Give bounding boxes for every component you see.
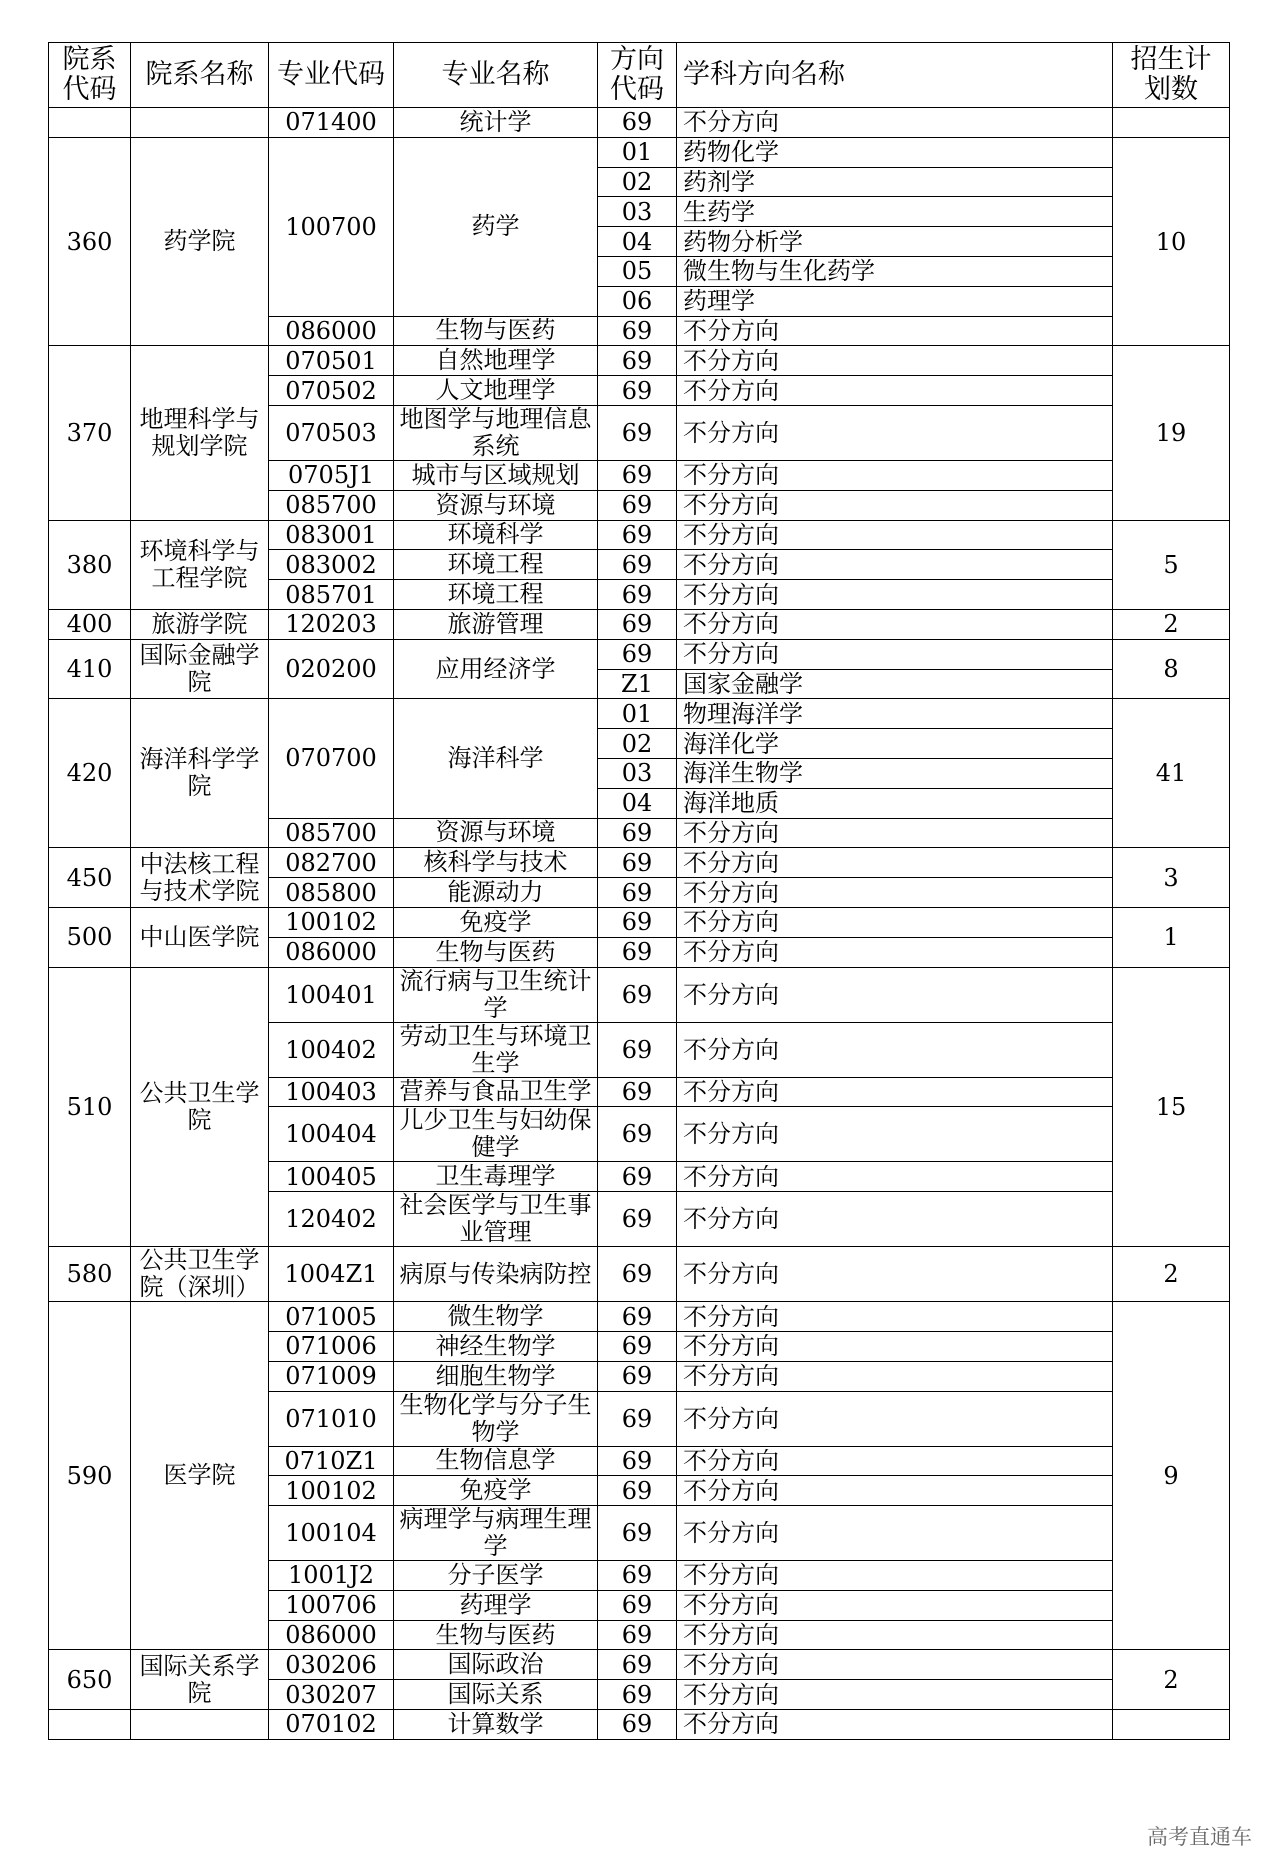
direction-code-cell: 04 <box>598 227 677 257</box>
dept-code-cell: 590 <box>49 1302 131 1650</box>
direction-code-cell: 69 <box>598 1650 677 1680</box>
direction-code-cell: 03 <box>598 758 677 788</box>
direction-name-cell: 不分方向 <box>677 609 1113 639</box>
major-code-cell: 070700 <box>269 699 394 818</box>
direction-name-cell: 不分方向 <box>677 1391 1113 1446</box>
major-name-cell: 病原与传染病防控 <box>394 1247 598 1302</box>
direction-name-cell: 不分方向 <box>677 490 1113 520</box>
major-name-cell: 免疫学 <box>394 1476 598 1506</box>
plan-count-cell: 19 <box>1113 346 1230 520</box>
major-code-cell: 100405 <box>269 1162 394 1192</box>
dept-code-cell: 580 <box>49 1247 131 1302</box>
plan-count-cell: 2 <box>1113 609 1230 639</box>
direction-code-cell: 69 <box>598 1620 677 1650</box>
major-name-cell: 国际关系 <box>394 1680 598 1710</box>
major-name-cell: 微生物学 <box>394 1302 598 1332</box>
direction-code-cell: Z1 <box>598 669 677 699</box>
dept-name-cell: 海洋科学学院 <box>131 699 269 848</box>
major-name-cell: 免疫学 <box>394 907 598 937</box>
direction-code-cell: 69 <box>598 609 677 639</box>
major-code-cell: 086000 <box>269 937 394 967</box>
enrollment-table <box>48 42 1230 1740</box>
direction-code-cell: 69 <box>598 580 677 610</box>
direction-name-cell: 不分方向 <box>677 346 1113 376</box>
direction-name-cell: 不分方向 <box>677 937 1113 967</box>
plan-count-cell: 3 <box>1113 848 1230 908</box>
major-name-cell: 流行病与卫生统计学 <box>394 967 598 1022</box>
major-name-cell: 核科学与技术 <box>394 848 598 878</box>
major-code-cell: 120402 <box>269 1192 394 1247</box>
major-name-cell: 环境工程 <box>394 580 598 610</box>
table-row <box>49 699 1230 729</box>
major-code-cell: 070501 <box>269 346 394 376</box>
major-name-cell: 生物与医药 <box>394 316 598 346</box>
plan-count-cell: 15 <box>1113 967 1230 1247</box>
direction-name-cell: 不分方向 <box>677 967 1113 1022</box>
direction-name-cell: 不分方向 <box>677 1022 1113 1077</box>
plan-count-cell <box>1113 108 1230 138</box>
direction-code-cell: 69 <box>598 1331 677 1361</box>
direction-name-cell: 国家金融学 <box>677 669 1113 699</box>
direction-code-cell: 69 <box>598 316 677 346</box>
table-row <box>49 520 1230 550</box>
table-row <box>49 1247 1230 1302</box>
major-name-cell: 人文地理学 <box>394 376 598 406</box>
direction-name-cell: 不分方向 <box>677 639 1113 669</box>
direction-name-cell: 不分方向 <box>677 1446 1113 1476</box>
major-name-cell: 环境科学 <box>394 520 598 550</box>
table-row <box>49 967 1230 1022</box>
dept-code-cell <box>49 108 131 138</box>
major-name-cell: 细胞生物学 <box>394 1361 598 1391</box>
header-dept-name: 院系名称 <box>131 43 269 108</box>
major-code-cell: 083002 <box>269 550 394 580</box>
dept-name-cell: 公共卫生学院（深圳） <box>131 1247 269 1302</box>
major-name-cell: 资源与环境 <box>394 818 598 848</box>
direction-name-cell: 不分方向 <box>677 460 1113 490</box>
dept-code-cell: 370 <box>49 346 131 520</box>
enrollment-table-container <box>48 42 1229 1740</box>
direction-name-cell: 不分方向 <box>677 1077 1113 1107</box>
watermark-text: 高考直通车 <box>1147 1825 1252 1849</box>
direction-code-cell: 03 <box>598 197 677 227</box>
direction-code-cell: 69 <box>598 907 677 937</box>
major-name-cell: 城市与区域规划 <box>394 460 598 490</box>
dept-name-cell: 旅游学院 <box>131 609 269 639</box>
dept-name-cell <box>131 1710 269 1740</box>
direction-code-cell: 69 <box>598 1247 677 1302</box>
major-name-cell: 应用经济学 <box>394 639 598 699</box>
table-row <box>49 639 1230 669</box>
dept-code-cell: 500 <box>49 907 131 967</box>
direction-name-cell: 不分方向 <box>677 1162 1113 1192</box>
direction-code-cell: 69 <box>598 878 677 908</box>
dept-name-cell: 公共卫生学院 <box>131 967 269 1247</box>
direction-name-cell: 海洋化学 <box>677 729 1113 759</box>
direction-code-cell: 02 <box>598 167 677 197</box>
direction-name-cell: 海洋地质 <box>677 788 1113 818</box>
header-row <box>49 43 1230 108</box>
major-code-cell: 1004Z1 <box>269 1247 394 1302</box>
direction-code-cell: 69 <box>598 1302 677 1332</box>
major-name-cell: 神经生物学 <box>394 1331 598 1361</box>
dept-name-cell: 中山医学院 <box>131 907 269 967</box>
direction-name-cell: 物理海洋学 <box>677 699 1113 729</box>
dept-name-cell: 环境科学与工程学院 <box>131 520 269 609</box>
direction-code-cell: 69 <box>598 1391 677 1446</box>
dept-code-cell: 420 <box>49 699 131 848</box>
direction-name-cell: 药剂学 <box>677 167 1113 197</box>
direction-code-cell: 69 <box>598 1506 677 1561</box>
major-code-cell: 071010 <box>269 1391 394 1446</box>
plan-count-cell: 41 <box>1113 699 1230 848</box>
table-row <box>49 609 1230 639</box>
direction-name-cell: 不分方向 <box>677 550 1113 580</box>
direction-code-cell: 69 <box>598 405 677 460</box>
direction-name-cell: 药物分析学 <box>677 227 1113 257</box>
direction-code-cell: 69 <box>598 1476 677 1506</box>
major-name-cell: 卫生毒理学 <box>394 1162 598 1192</box>
direction-name-cell: 不分方向 <box>677 1561 1113 1591</box>
direction-name-cell: 药理学 <box>677 286 1113 316</box>
dept-code-cell: 450 <box>49 848 131 908</box>
table-row <box>49 1710 1230 1740</box>
direction-code-cell: 69 <box>598 967 677 1022</box>
major-name-cell: 国际政治 <box>394 1650 598 1680</box>
major-name-cell: 能源动力 <box>394 878 598 908</box>
direction-code-cell: 69 <box>598 848 677 878</box>
major-code-cell: 085701 <box>269 580 394 610</box>
direction-name-cell: 不分方向 <box>677 376 1113 406</box>
major-code-cell: 100102 <box>269 1476 394 1506</box>
major-code-cell: 086000 <box>269 1620 394 1650</box>
plan-count-cell: 5 <box>1113 520 1230 609</box>
table-row <box>49 907 1230 937</box>
major-code-cell: 070503 <box>269 405 394 460</box>
direction-code-cell: 69 <box>598 520 677 550</box>
dept-code-cell: 360 <box>49 137 131 346</box>
major-code-cell: 100102 <box>269 907 394 937</box>
direction-code-cell: 69 <box>598 376 677 406</box>
direction-code-cell: 01 <box>598 137 677 167</box>
dept-name-cell: 地理科学与规划学院 <box>131 346 269 520</box>
direction-name-cell: 不分方向 <box>677 818 1113 848</box>
direction-name-cell: 不分方向 <box>677 1680 1113 1710</box>
direction-name-cell: 海洋生物学 <box>677 758 1113 788</box>
major-code-cell: 120203 <box>269 609 394 639</box>
major-code-cell: 071400 <box>269 108 394 138</box>
major-name-cell: 生物与医药 <box>394 1620 598 1650</box>
direction-code-cell: 02 <box>598 729 677 759</box>
direction-code-cell: 69 <box>598 818 677 848</box>
direction-name-cell: 不分方向 <box>677 520 1113 550</box>
dept-code-cell: 410 <box>49 639 131 699</box>
direction-name-cell: 不分方向 <box>677 1192 1113 1247</box>
plan-count-cell: 1 <box>1113 907 1230 967</box>
direction-name-cell: 不分方向 <box>677 1590 1113 1620</box>
direction-code-cell: 05 <box>598 256 677 286</box>
direction-name-cell: 不分方向 <box>677 1247 1113 1302</box>
major-name-cell: 社会医学与卫生事业管理 <box>394 1192 598 1247</box>
direction-code-cell: 69 <box>598 1162 677 1192</box>
direction-name-cell: 不分方向 <box>677 1506 1113 1561</box>
major-code-cell: 100403 <box>269 1077 394 1107</box>
direction-name-cell: 微生物与生化药学 <box>677 256 1113 286</box>
direction-name-cell: 不分方向 <box>677 878 1113 908</box>
major-code-cell: 083001 <box>269 520 394 550</box>
major-name-cell: 计算数学 <box>394 1710 598 1740</box>
major-code-cell: 020200 <box>269 639 394 699</box>
direction-code-cell: 69 <box>598 490 677 520</box>
table-row <box>49 137 1230 167</box>
major-name-cell: 病理学与病理生理学 <box>394 1506 598 1561</box>
major-code-cell: 100401 <box>269 967 394 1022</box>
direction-name-cell: 药物化学 <box>677 137 1113 167</box>
major-code-cell: 070102 <box>269 1710 394 1740</box>
major-code-cell: 100404 <box>269 1107 394 1162</box>
plan-count-cell <box>1113 1710 1230 1740</box>
direction-code-cell: 69 <box>598 1022 677 1077</box>
table-row <box>49 1302 1230 1332</box>
major-name-cell: 药理学 <box>394 1590 598 1620</box>
direction-name-cell: 生药学 <box>677 197 1113 227</box>
direction-code-cell: 69 <box>598 1710 677 1740</box>
header-direction-code: 方向代码 <box>598 43 677 108</box>
table-body <box>49 108 1230 1740</box>
dept-code-cell: 650 <box>49 1650 131 1710</box>
major-code-cell: 071009 <box>269 1361 394 1391</box>
direction-name-cell: 不分方向 <box>677 1476 1113 1506</box>
direction-code-cell: 69 <box>598 346 677 376</box>
dept-code-cell: 400 <box>49 609 131 639</box>
major-name-cell: 药学 <box>394 137 598 316</box>
major-name-cell: 生物信息学 <box>394 1446 598 1476</box>
direction-code-cell: 69 <box>598 1192 677 1247</box>
major-code-cell: 0705J1 <box>269 460 394 490</box>
direction-name-cell: 不分方向 <box>677 907 1113 937</box>
major-name-cell: 分子医学 <box>394 1561 598 1591</box>
major-code-cell: 082700 <box>269 848 394 878</box>
major-name-cell: 生物化学与分子生物学 <box>394 1391 598 1446</box>
dept-name-cell: 国际关系学院 <box>131 1650 269 1710</box>
dept-code-cell <box>49 1710 131 1740</box>
direction-code-cell: 06 <box>598 286 677 316</box>
direction-code-cell: 04 <box>598 788 677 818</box>
header-major-code: 专业代码 <box>269 43 394 108</box>
direction-name-cell: 不分方向 <box>677 1650 1113 1680</box>
direction-name-cell: 不分方向 <box>677 1107 1113 1162</box>
table-row <box>49 1650 1230 1680</box>
direction-name-cell: 不分方向 <box>677 1620 1113 1650</box>
major-name-cell: 资源与环境 <box>394 490 598 520</box>
major-name-cell: 生物与医药 <box>394 937 598 967</box>
major-code-cell: 085700 <box>269 490 394 520</box>
direction-name-cell: 不分方向 <box>677 108 1113 138</box>
direction-name-cell: 不分方向 <box>677 316 1113 346</box>
direction-name-cell: 不分方向 <box>677 1302 1113 1332</box>
plan-count-cell: 8 <box>1113 639 1230 699</box>
dept-name-cell: 国际金融学院 <box>131 639 269 699</box>
major-code-cell: 100104 <box>269 1506 394 1561</box>
dept-code-cell: 380 <box>49 520 131 609</box>
major-name-cell: 海洋科学 <box>394 699 598 818</box>
direction-name-cell: 不分方向 <box>677 1710 1113 1740</box>
header-major-name: 专业名称 <box>394 43 598 108</box>
major-code-cell: 086000 <box>269 316 394 346</box>
major-code-cell: 100402 <box>269 1022 394 1077</box>
major-code-cell: 100706 <box>269 1590 394 1620</box>
major-code-cell: 0710Z1 <box>269 1446 394 1476</box>
major-code-cell: 1001J2 <box>269 1561 394 1591</box>
table-row <box>49 346 1230 376</box>
dept-code-cell: 510 <box>49 967 131 1247</box>
major-name-cell: 儿少卫生与妇幼保健学 <box>394 1107 598 1162</box>
major-code-cell: 030206 <box>269 1650 394 1680</box>
direction-name-cell: 不分方向 <box>677 580 1113 610</box>
direction-code-cell: 69 <box>598 1590 677 1620</box>
major-code-cell: 100700 <box>269 137 394 316</box>
direction-name-cell: 不分方向 <box>677 1331 1113 1361</box>
major-name-cell: 地图学与地理信息系统 <box>394 405 598 460</box>
direction-code-cell: 69 <box>598 1561 677 1591</box>
direction-name-cell: 不分方向 <box>677 848 1113 878</box>
direction-code-cell: 69 <box>598 937 677 967</box>
major-code-cell: 085700 <box>269 818 394 848</box>
major-code-cell: 030207 <box>269 1680 394 1710</box>
table-row <box>49 848 1230 878</box>
major-code-cell: 071005 <box>269 1302 394 1332</box>
major-name-cell: 营养与食品卫生学 <box>394 1077 598 1107</box>
major-name-cell: 统计学 <box>394 108 598 138</box>
plan-count-cell: 2 <box>1113 1650 1230 1710</box>
major-name-cell: 劳动卫生与环境卫生学 <box>394 1022 598 1077</box>
dept-name-cell: 药学院 <box>131 137 269 346</box>
header-dept-code: 院系代码 <box>49 43 131 108</box>
direction-name-cell: 不分方向 <box>677 1361 1113 1391</box>
major-name-cell: 环境工程 <box>394 550 598 580</box>
direction-code-cell: 69 <box>598 1446 677 1476</box>
direction-code-cell: 01 <box>598 699 677 729</box>
header-direction-name: 学科方向名称 <box>677 43 1113 108</box>
plan-count-cell: 2 <box>1113 1247 1230 1302</box>
direction-code-cell: 69 <box>598 1107 677 1162</box>
major-code-cell: 071006 <box>269 1331 394 1361</box>
major-name-cell: 旅游管理 <box>394 609 598 639</box>
major-code-cell: 085800 <box>269 878 394 908</box>
direction-code-cell: 69 <box>598 1680 677 1710</box>
plan-count-cell: 9 <box>1113 1302 1230 1650</box>
table-row <box>49 108 1230 138</box>
direction-code-cell: 69 <box>598 639 677 669</box>
major-name-cell: 自然地理学 <box>394 346 598 376</box>
direction-code-cell: 69 <box>598 1077 677 1107</box>
dept-name-cell: 医学院 <box>131 1302 269 1650</box>
direction-code-cell: 69 <box>598 460 677 490</box>
direction-code-cell: 69 <box>598 108 677 138</box>
direction-name-cell: 不分方向 <box>677 405 1113 460</box>
dept-name-cell: 中法核工程与技术学院 <box>131 848 269 908</box>
major-code-cell: 070502 <box>269 376 394 406</box>
plan-count-cell: 10 <box>1113 137 1230 346</box>
direction-code-cell: 69 <box>598 550 677 580</box>
dept-name-cell <box>131 108 269 138</box>
header-plan-count: 招生计划数 <box>1113 43 1230 108</box>
direction-code-cell: 69 <box>598 1361 677 1391</box>
